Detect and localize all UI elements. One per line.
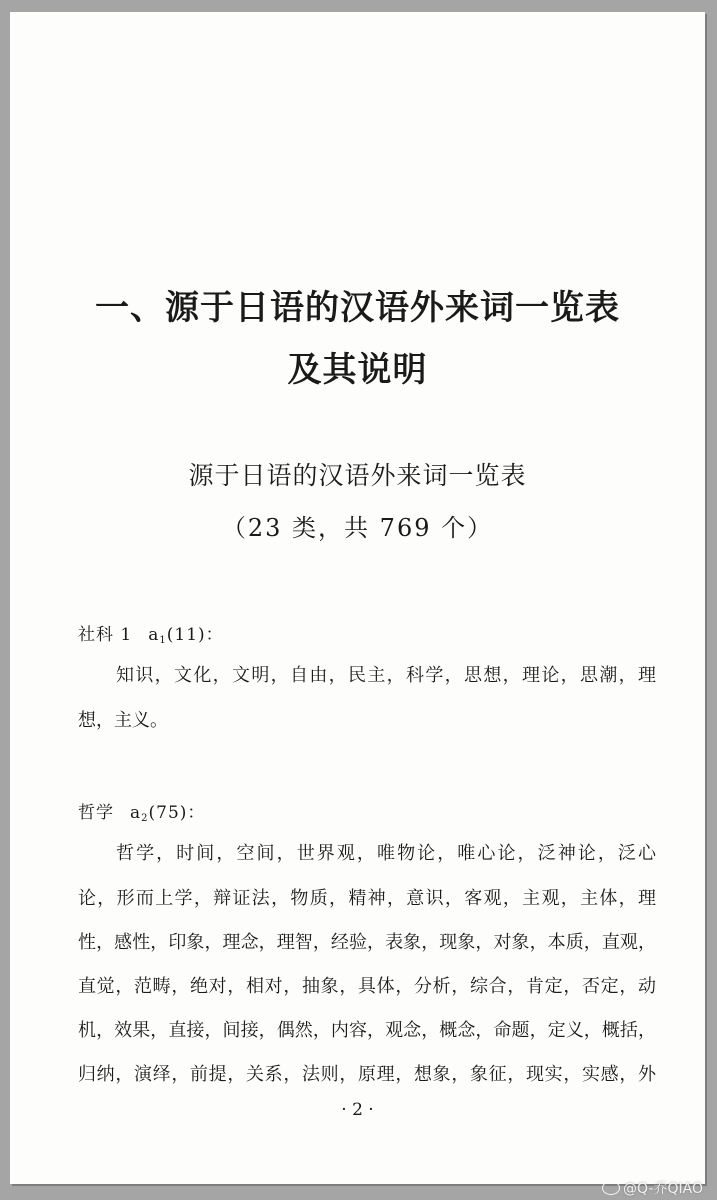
- category-name: 哲学: [78, 803, 114, 823]
- category-name: 社科 1: [78, 625, 133, 645]
- category-words-line: 知识，文化，文明，自由，民主，科学，思想，理论，思潮，理: [116, 665, 656, 686]
- category-code: $a_1(11)$：: [148, 625, 224, 646]
- category-heading: [78, 798, 205, 824]
- category-code: $a_2(75)$：: [130, 803, 206, 824]
- table-summary: （23 类，共 769 个）: [221, 514, 494, 542]
- page-number: · 2 ·: [341, 1100, 374, 1120]
- page-title-line2: 及其说明: [287, 350, 428, 390]
- category-words-line: 论，形而上学，辩证法，物质，精神，意识，客观，主观，主体，理: [78, 888, 656, 909]
- table-title: 源于日语的汉语外来词一览表: [188, 461, 527, 490]
- category-words-line: 想，主义。: [78, 710, 168, 731]
- watermark-text: @Q-乔QIAO: [623, 1181, 703, 1197]
- category-heading: [78, 620, 224, 646]
- weibo-icon: [602, 1181, 620, 1195]
- category-words-line: 性，感性，印象，理念，理智，经验，表象，现象，对象，本质，直观，: [78, 932, 656, 953]
- category-words-line: 归纳，演绎，前提，关系，法则，原理，想象，象征，现实，实感，外: [78, 1064, 656, 1085]
- watermark: [602, 1178, 703, 1198]
- category-words-line: 直觉，范畴，绝对，相对，抽象，具体，分析，综合，肯定，否定，动: [78, 976, 656, 997]
- book-page: [10, 12, 705, 1184]
- category-words-line: 机，效果，直接，间接，偶然，内容，观念，概念，命题，定义，概括，: [78, 1020, 656, 1041]
- category-words-line: 哲学，时间，空间，世界观，唯物论，唯心论，泛神论，泛心: [116, 843, 656, 864]
- page-title: 一、源于日语的汉语外来词一览表: [95, 288, 620, 328]
